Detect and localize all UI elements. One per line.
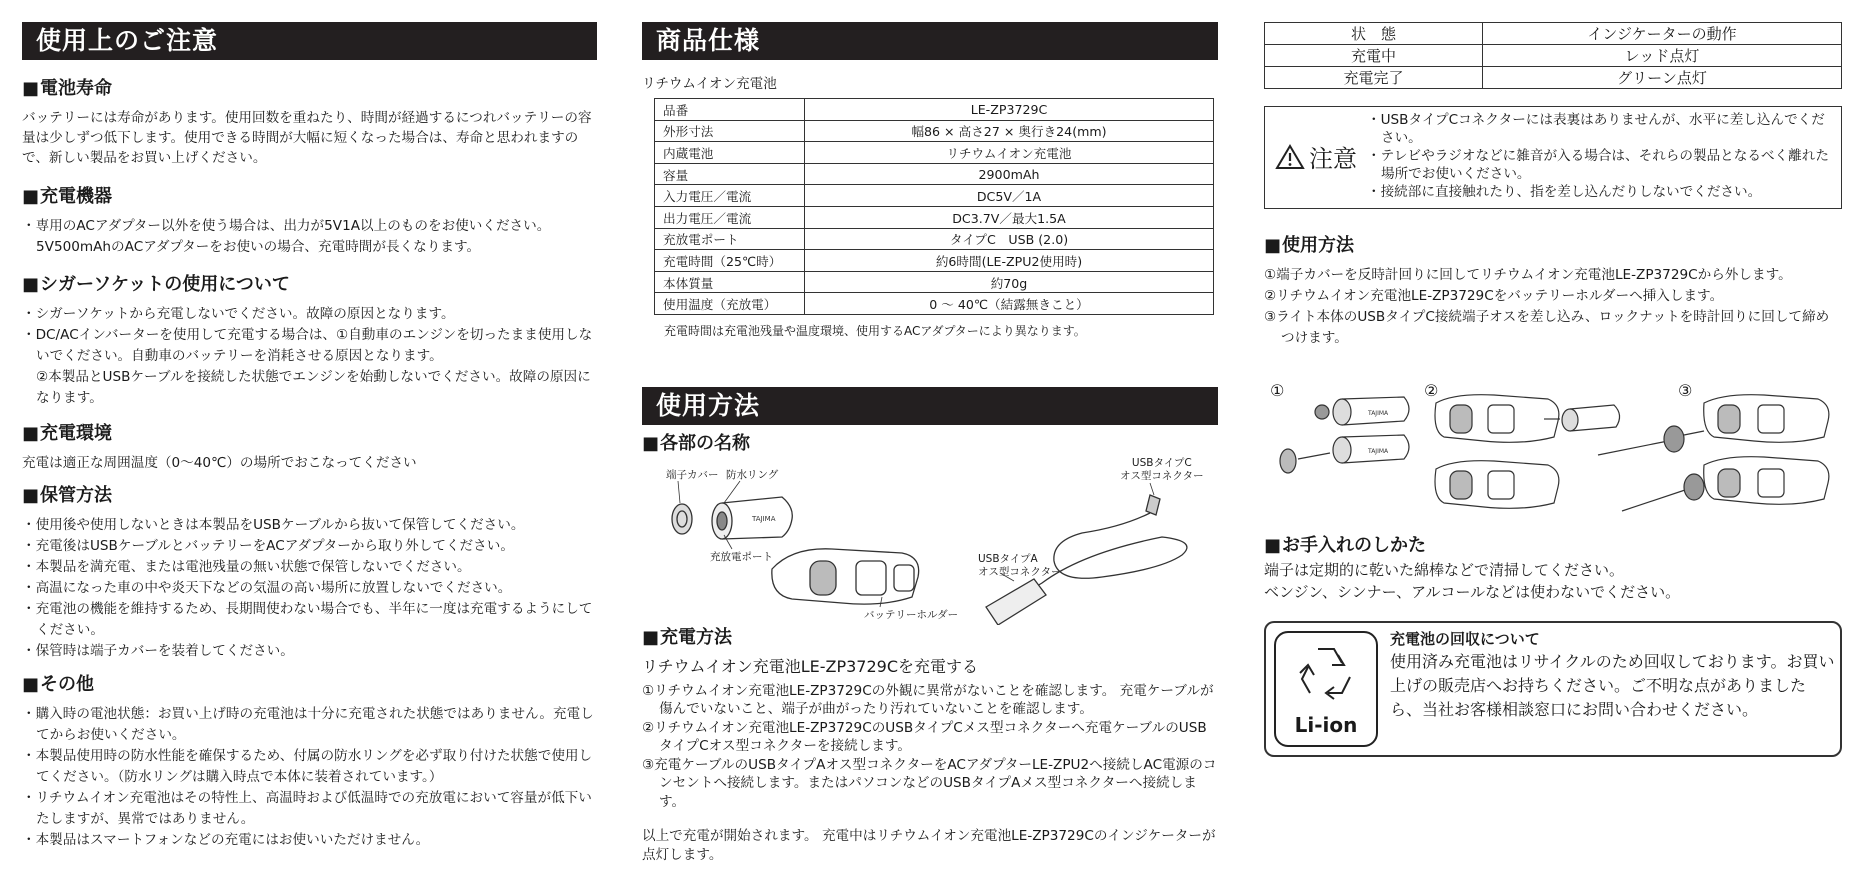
warning-icon — [1275, 144, 1305, 170]
step2-holder-icon — [1435, 395, 1620, 509]
environment-text: 充電は適正な周囲温度（0～40℃）の場所でおこなってください — [22, 455, 417, 471]
spec-value: 幅86 × 高さ27 × 奥行き24(mm) — [805, 120, 1214, 142]
other-heading: ■ その他 — [22, 674, 597, 696]
table-row — [655, 163, 1214, 185]
cigar-extra-list — [22, 367, 597, 409]
list-item: ・ 充電後はUSBケーブルとバッテリーをACアダプターから取り外してください。 — [22, 536, 597, 557]
other-list — [22, 704, 597, 851]
safety-column — [22, 22, 597, 851]
spec-key: 使用温度（充放電） — [655, 293, 805, 315]
spec-value: タイプC USB (2.0) — [805, 228, 1214, 250]
usage-banner: 使用方法 — [642, 387, 1218, 425]
battery-holder-icon — [772, 549, 919, 607]
spec-column — [642, 22, 1218, 865]
usbc-label-line1: USBタイプC — [1131, 456, 1192, 469]
battery-life-heading: ■ 電池寿命 — [22, 78, 597, 100]
environment-heading: ■ 充電環境 — [22, 423, 597, 445]
spec-value: DC5V／1A — [805, 185, 1214, 207]
indicator-header-value: インジケーターの動作 — [1483, 23, 1842, 45]
table-row — [1265, 67, 1842, 89]
spec-key: 出力電圧／電流 — [655, 206, 805, 228]
indicator-header-key: 状 態 — [1265, 23, 1483, 45]
step3-light-icon — [1598, 395, 1829, 511]
parts-illustration — [642, 457, 1212, 625]
spec-value: 約6時間(LE-ZPU2使用時) — [805, 250, 1214, 272]
spec-value: リチウムイオン充電池 — [805, 142, 1214, 164]
list-item: ・ DC/ACインバーターを使用して充電する場合は、①自動車のエンジンを切ったまま使用しないでください。自動車のバッテリーを消耗させる原因となります。 — [22, 325, 597, 367]
step-number: ② — [1424, 381, 1439, 400]
table-row — [655, 206, 1214, 228]
li-ion-label: Li-ion — [1294, 713, 1358, 737]
spec-table — [654, 98, 1214, 315]
list-item: ・ 本製品使用時の防水性能を確保するため、付属の防水リングを必ず取り付けた状態で使用してください。（防水リングは購入時点で本体に装着されています。） — [22, 746, 597, 788]
table-row — [655, 99, 1214, 121]
table-row — [655, 271, 1214, 293]
usba-label-line2: オス型コネクター — [978, 565, 1062, 578]
table-header-row — [1265, 23, 1842, 45]
list-item: ・ 本製品を満充電、または電池残量の無い状態で保管しないでください。 — [22, 557, 597, 578]
parts-diagram — [642, 457, 1212, 625]
list-item: ・ 高温になった車の中や炎天下などの気温の高い場所に放置しないでください。 — [22, 578, 597, 599]
table-row — [655, 185, 1214, 207]
indicator-value: レッド点灯 — [1483, 45, 1842, 67]
step1-battery-icon — [1280, 397, 1409, 473]
caution-heading — [1275, 139, 1357, 174]
usage-heading: ■ 使用方法 — [1264, 235, 1842, 257]
care-line: ベンジン、シンナー、アルコールなどは使わないでください。 — [1264, 583, 1681, 601]
list-item: ・ 本製品はスマートフォンなどの充電にはお使いいただけません。 — [22, 830, 597, 851]
spec-intro: リチウムイオン充電池 — [642, 76, 777, 92]
battery-brand: TAJIMA — [752, 514, 776, 523]
list-item: ・ リチウムイオン充電池はその特性上、高温時および低温時での充放電において容量が低下いたしますが、異常ではありません。 — [22, 788, 597, 830]
brand-mark: TAJIMA — [1368, 448, 1389, 455]
spec-value: DC3.7V／最大1.5A — [805, 206, 1214, 228]
caution-title: 注意 — [1309, 145, 1357, 173]
care-line: 端子は定期的に乾いた綿棒などで清掃してください。 — [1264, 561, 1625, 579]
table-row — [655, 120, 1214, 142]
brand-mark: TAJIMA — [1368, 410, 1389, 417]
spec-key: 充電時間（25℃時） — [655, 250, 805, 272]
table-row — [655, 228, 1214, 250]
spec-key: 品番 — [655, 99, 805, 121]
caution-box — [1264, 106, 1842, 209]
spec-key: 内蔵電池 — [655, 142, 805, 164]
recycle-body: 使用済み充電池はリサイクルのため回収しております。お買い上げの販売店へお持ちください。ご不明な点がありましたら、当社お客様相談窓口にお問い合わせください。 — [1390, 652, 1835, 719]
port-label: 充放電ポート — [710, 550, 773, 563]
charger-heading: ■ 充電機器 — [22, 186, 597, 208]
table-row — [655, 250, 1214, 272]
spec-note: 充電時間は充電池残量や温度環境、使用するACアダプターにより異なります。 — [664, 323, 1086, 338]
step-number: ③ — [1678, 381, 1693, 400]
table-row — [655, 142, 1214, 164]
recycle-title: 充電池の回収について — [1390, 630, 1540, 648]
spec-value: LE-ZP3729C — [805, 99, 1214, 121]
assembly-diagram — [1264, 381, 1842, 531]
list-item: ・ USBタイプCコネクターには表裏はありませんが、水平に差し込んでください。 — [1367, 111, 1837, 147]
usage-column — [1264, 22, 1842, 757]
indicator-value: グリーン点灯 — [1483, 67, 1842, 89]
list-item: ③充電ケーブルのUSBタイプAオス型コネクターをACアダプターLE-ZPU2へ接続しAC電源のコンセントへ接続します。またはパソコンなどのUSBタイプAメス型コネクターへ接続します。 — [642, 756, 1217, 810]
indicator-table — [1264, 22, 1842, 89]
spec-banner: 商品仕様 — [642, 22, 1218, 60]
list-item: ・ 専用のACアダプター以外を使う場合は、出力が5V1A以上のものをお使いください。5V500mAhのACアダプターをお使いの場合、充電時間が長くなります。 — [22, 216, 597, 258]
parts-heading: ■ 各部の名称 — [642, 433, 1218, 455]
safety-banner: 使用上のご注意 — [22, 22, 597, 60]
recycle-box — [1264, 621, 1842, 757]
cigar-list — [22, 304, 597, 367]
storage-heading: ■ 保管方法 — [22, 485, 597, 507]
usb-cable-icon — [986, 483, 1187, 625]
storage-list — [22, 515, 597, 662]
indicator-key: 充電完了 — [1265, 67, 1483, 89]
cigar-extra: ②本製品とUSBケーブルを接続した状態でエンジンを始動しないでください。故障の原因になります。 — [36, 369, 591, 406]
usba-label-line1: USBタイプA — [978, 552, 1038, 565]
holder-label: バッテリーホルダー — [864, 608, 959, 621]
ring-label: 防水リング — [726, 468, 779, 481]
list-item: ・ 保管時は端子カバーを装着してください。 — [22, 641, 597, 662]
spec-key: 容量 — [655, 163, 805, 185]
assembly-illustration — [1264, 391, 1842, 521]
charge-heading: ■ 充電方法 — [642, 627, 1218, 649]
spec-key: 外形寸法 — [655, 120, 805, 142]
cover-label: 端子カバー — [666, 468, 719, 481]
list-item: ②リチウムイオン充電池LE-ZP3729Cをバッテリーホルダーへ挿入します。 — [1264, 288, 1724, 304]
list-item: ・ 購入時の電池状態：お買い上げ時の充電池は十分に充電された状態ではありません。充電してからお使いください。 — [22, 704, 597, 746]
caution-list — [1367, 111, 1837, 201]
spec-value: 0 ～ 40℃（結露無きこと） — [805, 293, 1214, 315]
spec-key: 入力電圧／電流 — [655, 185, 805, 207]
list-item: ①リチウムイオン充電池LE-ZP3729Cの外観に異常がないことを確認します。 充電ケーブルが傷んでいないこと、端子が曲がったり汚れていないことを確認します。 — [642, 682, 1214, 718]
table-row — [655, 293, 1214, 315]
spec-value: 2900mAh — [805, 163, 1214, 185]
list-item: ③ライト本体のUSBタイプC接続端子オスを差し込み、ロックナットを時計回りに回して締めつけます。 — [1264, 309, 1830, 346]
spec-key: 充放電ポート — [655, 228, 805, 250]
care-heading: ■ お手入れのしかた — [1264, 535, 1842, 557]
charge-subheading: リチウムイオン充電池LE-ZP3729Cを充電する — [642, 656, 979, 676]
charge-steps — [642, 682, 1218, 812]
list-item: ・ 使用後や使用しないときは本製品をUSBケーブルから抜いて保管してください。 — [22, 515, 597, 536]
list-item: ・ 接続部に直接触れたり、指を差し込んだりしないでください。 — [1367, 183, 1837, 201]
spec-key: 本体質量 — [655, 271, 805, 293]
usage-steps — [1264, 265, 1842, 349]
list-item: ②リチウムイオン充電池LE-ZP3729CのUSBタイプCメス型コネクターへ充電ケーブルのUSBタイプCオス型コネクターを接続します。 — [642, 719, 1207, 755]
recycle-icon — [1276, 637, 1376, 713]
list-item: ①端子カバーを反時計回りに回してリチウムイオン充電池LE-ZP3729Cから外します。 — [1264, 267, 1792, 283]
terminal-cover-icon — [672, 504, 692, 534]
step-number: ① — [1270, 381, 1285, 400]
li-ion-recycle-logo — [1274, 631, 1378, 747]
spec-value: 約70g — [805, 271, 1214, 293]
indicator-key: 充電中 — [1265, 45, 1483, 67]
list-item: ・ テレビやラジオなどに雑音が入る場合は、それらの製品となるべく離れた場所でお使いください。 — [1367, 147, 1837, 183]
list-item: ・ 充電池の機能を維持するため、長期間使わない場合でも、半年に一度は充電するようにしてください。 — [22, 599, 597, 641]
table-row — [1265, 45, 1842, 67]
list-item: ・ シガーソケットから充電しないでください。故障の原因となります。 — [22, 304, 597, 325]
usbc-label-line2: オス型コネクター — [1120, 469, 1204, 482]
battery-life-text: バッテリーには寿命があります。使用回数を重ねたり、時間が経過するにつれバッテリーの容量は少しずつ低下します。使用できる時間が大幅に短くなった場合は、寿命と思われますので、新しい製品をお買い上げください。 — [22, 110, 592, 166]
recycle-text — [1390, 629, 1836, 722]
charger-list — [22, 216, 597, 258]
charge-result: 以上で充電が開始されます。 充電中はリチウムイオン充電池LE-ZP3729Cのインジケーターが点灯します。 — [642, 828, 1216, 864]
cigar-heading: ■ シガーソケットの使用について — [22, 274, 597, 296]
